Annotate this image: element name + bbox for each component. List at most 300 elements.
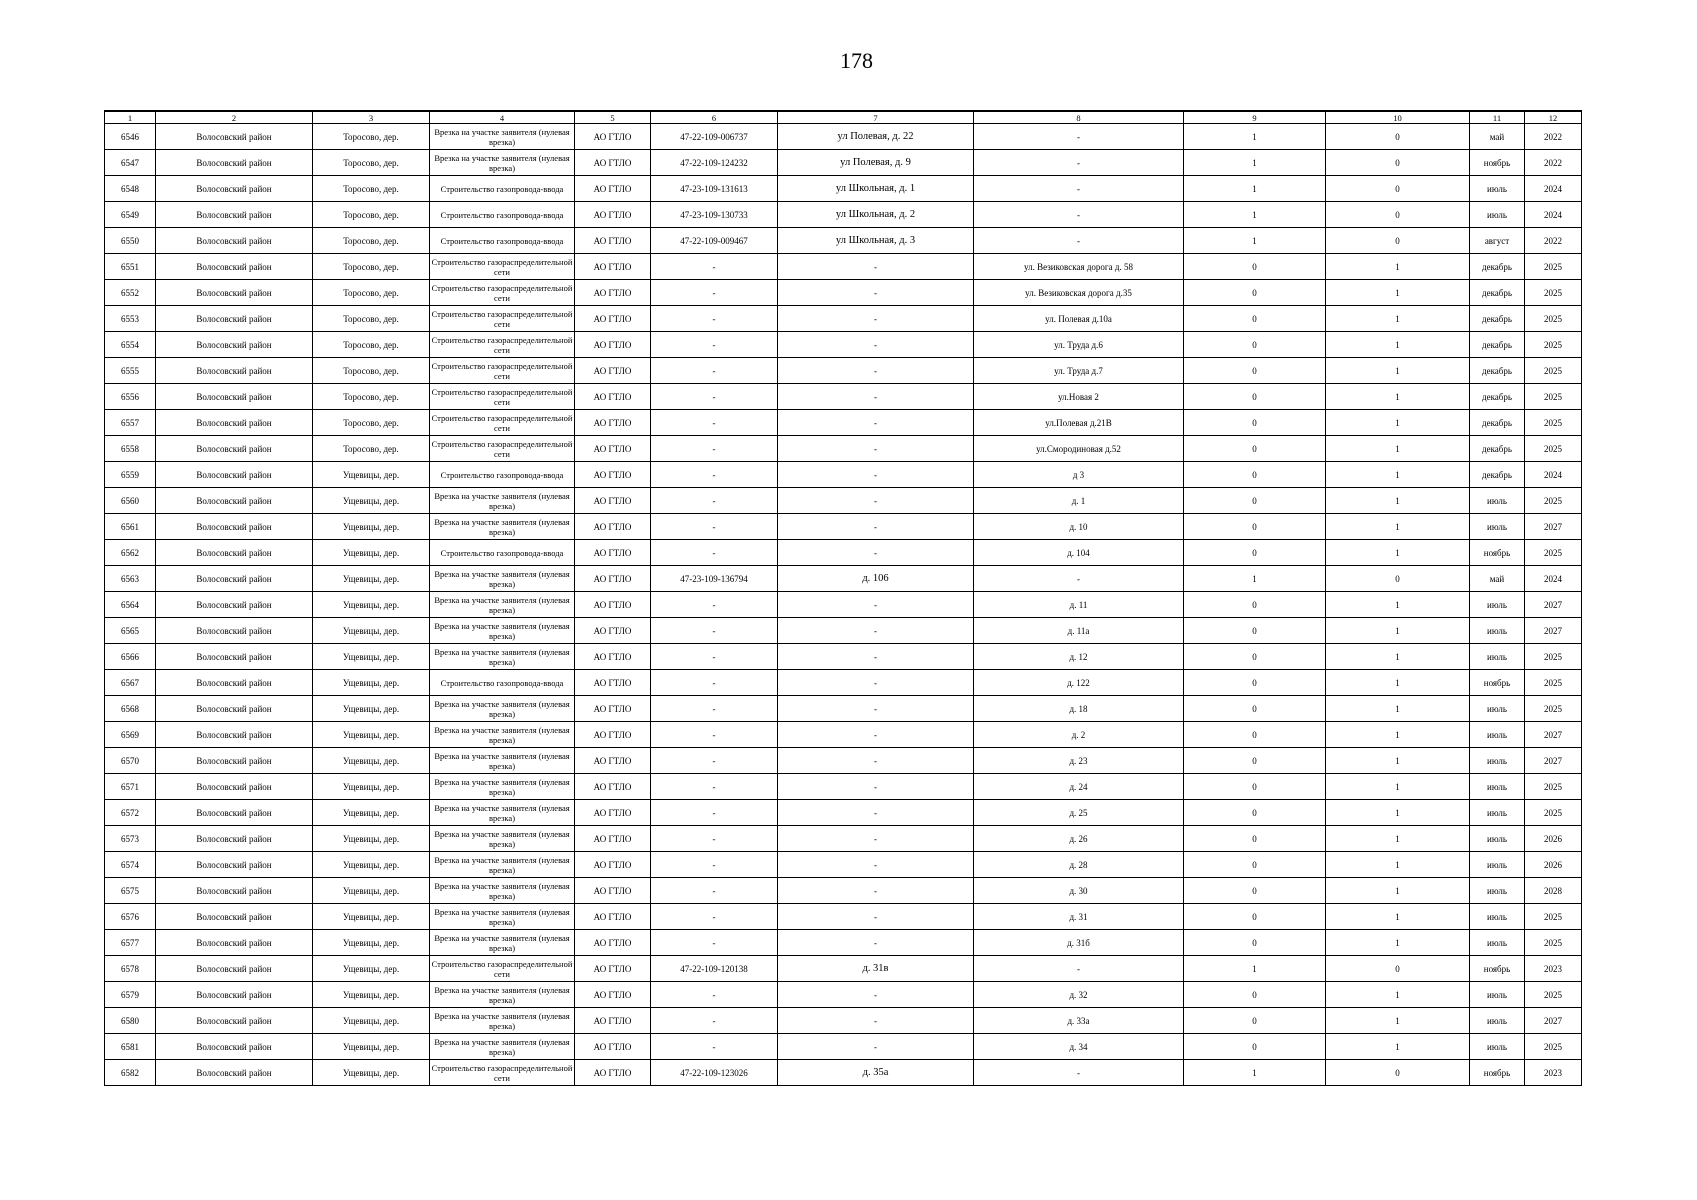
cell-year: 2026 bbox=[1525, 826, 1582, 852]
cell-count-a: 0 bbox=[1184, 618, 1326, 644]
cell-operator: АО ГТЛО bbox=[575, 150, 651, 176]
cell-count-b: 0 bbox=[1326, 150, 1470, 176]
cell-year: 2025 bbox=[1525, 410, 1582, 436]
cell-cadastral-number: - bbox=[651, 930, 778, 956]
column-header-9: 9 bbox=[1184, 111, 1326, 124]
table-row bbox=[105, 514, 1582, 540]
cell-month: декабрь bbox=[1470, 280, 1525, 306]
cell-count-b: 1 bbox=[1326, 358, 1470, 384]
cell-settlement: Ущевицы, дер. bbox=[313, 566, 430, 592]
cell-address: - bbox=[778, 280, 974, 306]
cell-cadastral-number: 47-22-109-120138 bbox=[651, 956, 778, 982]
cell-year: 2025 bbox=[1525, 384, 1582, 410]
cell-month: ноябрь bbox=[1470, 1060, 1525, 1086]
cell-settlement: Ущевицы, дер. bbox=[313, 748, 430, 774]
cell-settlement: Торосово, дер. bbox=[313, 384, 430, 410]
cell-work-type: Врезка на участке заявителя (нулевая врезка) bbox=[430, 722, 575, 748]
cell-work-type: Строительство газораспределительной сети bbox=[430, 358, 575, 384]
cell-network-address: д. 33а bbox=[974, 1008, 1184, 1034]
cell-row-number: 6576 bbox=[105, 904, 156, 930]
cell-month: декабрь bbox=[1470, 384, 1525, 410]
cell-count-b: 1 bbox=[1326, 254, 1470, 280]
cell-year: 2024 bbox=[1525, 566, 1582, 592]
cell-operator: АО ГТЛО bbox=[575, 488, 651, 514]
cell-operator: АО ГТЛО bbox=[575, 514, 651, 540]
cell-operator: АО ГТЛО bbox=[575, 1060, 651, 1086]
cell-settlement: Торосово, дер. bbox=[313, 358, 430, 384]
cell-settlement: Ущевицы, дер. bbox=[313, 982, 430, 1008]
column-header-7: 7 bbox=[778, 111, 974, 124]
cell-network-address: д. 31б bbox=[974, 930, 1184, 956]
cell-operator: АО ГТЛО bbox=[575, 774, 651, 800]
cell-network-address: д. 25 bbox=[974, 800, 1184, 826]
cell-settlement: Ущевицы, дер. bbox=[313, 904, 430, 930]
cell-work-type: Врезка на участке заявителя (нулевая врезка) bbox=[430, 644, 575, 670]
cell-district: Волосовский район bbox=[156, 644, 313, 670]
cell-cadastral-number: - bbox=[651, 384, 778, 410]
cell-network-address: д. 18 bbox=[974, 696, 1184, 722]
cell-settlement: Ущевицы, дер. bbox=[313, 644, 430, 670]
cell-settlement: Торосово, дер. bbox=[313, 254, 430, 280]
cell-network-address: д. 31 bbox=[974, 904, 1184, 930]
cell-year: 2023 bbox=[1525, 956, 1582, 982]
cell-count-b: 1 bbox=[1326, 852, 1470, 878]
cell-count-b: 1 bbox=[1326, 774, 1470, 800]
cell-count-a: 0 bbox=[1184, 670, 1326, 696]
cell-work-type: Врезка на участке заявителя (нулевая врезка) bbox=[430, 514, 575, 540]
cell-district: Волосовский район bbox=[156, 150, 313, 176]
cell-district: Волосовский район bbox=[156, 774, 313, 800]
cell-operator: АО ГТЛО bbox=[575, 410, 651, 436]
cell-network-address: - bbox=[974, 124, 1184, 150]
table-row bbox=[105, 488, 1582, 514]
cell-address: ул Школьная, д. 2 bbox=[778, 202, 974, 228]
cell-operator: АО ГТЛО bbox=[575, 1034, 651, 1060]
cell-work-type: Врезка на участке заявителя (нулевая врезка) bbox=[430, 774, 575, 800]
cell-row-number: 6557 bbox=[105, 410, 156, 436]
cell-network-address: - bbox=[974, 1060, 1184, 1086]
cell-row-number: 6547 bbox=[105, 150, 156, 176]
cell-count-b: 0 bbox=[1326, 566, 1470, 592]
cell-address: - bbox=[778, 1008, 974, 1034]
table-row bbox=[105, 202, 1582, 228]
cell-count-a: 0 bbox=[1184, 540, 1326, 566]
cell-work-type: Врезка на участке заявителя (нулевая врезка) bbox=[430, 800, 575, 826]
cell-cadastral-number: - bbox=[651, 514, 778, 540]
cell-network-address: ул. Везиковская дорога д.35 bbox=[974, 280, 1184, 306]
cell-row-number: 6571 bbox=[105, 774, 156, 800]
cell-count-a: 0 bbox=[1184, 748, 1326, 774]
table-row bbox=[105, 904, 1582, 930]
cell-cadastral-number: - bbox=[651, 592, 778, 618]
cell-count-b: 1 bbox=[1326, 488, 1470, 514]
cell-address: - bbox=[778, 696, 974, 722]
cell-address: - bbox=[778, 670, 974, 696]
cell-settlement: Торосово, дер. bbox=[313, 124, 430, 150]
cell-cadastral-number: 47-23-109-131613 bbox=[651, 176, 778, 202]
cell-cadastral-number: - bbox=[651, 670, 778, 696]
cell-month: июль bbox=[1470, 878, 1525, 904]
cell-count-a: 1 bbox=[1184, 202, 1326, 228]
cell-district: Волосовский район bbox=[156, 384, 313, 410]
cell-count-a: 0 bbox=[1184, 280, 1326, 306]
cell-month: декабрь bbox=[1470, 358, 1525, 384]
table-row bbox=[105, 306, 1582, 332]
table-row bbox=[105, 618, 1582, 644]
cell-cadastral-number: - bbox=[651, 358, 778, 384]
cell-row-number: 6561 bbox=[105, 514, 156, 540]
cell-row-number: 6579 bbox=[105, 982, 156, 1008]
table-row bbox=[105, 1008, 1582, 1034]
cell-count-b: 1 bbox=[1326, 670, 1470, 696]
cell-count-a: 1 bbox=[1184, 176, 1326, 202]
cell-district: Волосовский район bbox=[156, 410, 313, 436]
cell-district: Волосовский район bbox=[156, 1008, 313, 1034]
cell-count-a: 0 bbox=[1184, 696, 1326, 722]
cell-cadastral-number: - bbox=[651, 748, 778, 774]
cell-cadastral-number: - bbox=[651, 306, 778, 332]
cell-count-b: 1 bbox=[1326, 436, 1470, 462]
cell-year: 2027 bbox=[1525, 1008, 1582, 1034]
cell-network-address: д. 1 bbox=[974, 488, 1184, 514]
cell-row-number: 6562 bbox=[105, 540, 156, 566]
cell-row-number: 6565 bbox=[105, 618, 156, 644]
cell-work-type: Врезка на участке заявителя (нулевая врезка) bbox=[430, 150, 575, 176]
cell-month: июль bbox=[1470, 748, 1525, 774]
cell-work-type: Строительство газораспределительной сети bbox=[430, 436, 575, 462]
cell-address: - bbox=[778, 384, 974, 410]
cell-network-address: - bbox=[974, 150, 1184, 176]
cell-address: - bbox=[778, 254, 974, 280]
cell-year: 2025 bbox=[1525, 306, 1582, 332]
cell-year: 2022 bbox=[1525, 228, 1582, 254]
cell-work-type: Строительство газопровода-ввода bbox=[430, 462, 575, 488]
cell-settlement: Ущевицы, дер. bbox=[313, 722, 430, 748]
cell-settlement: Торосово, дер. bbox=[313, 280, 430, 306]
cell-network-address: д. 11а bbox=[974, 618, 1184, 644]
cell-year: 2025 bbox=[1525, 930, 1582, 956]
cell-work-type: Врезка на участке заявителя (нулевая врезка) bbox=[430, 696, 575, 722]
cell-count-b: 0 bbox=[1326, 176, 1470, 202]
cell-work-type: Строительство газораспределительной сети bbox=[430, 306, 575, 332]
cell-year: 2026 bbox=[1525, 852, 1582, 878]
cell-operator: АО ГТЛО bbox=[575, 904, 651, 930]
cell-district: Волосовский район bbox=[156, 1060, 313, 1086]
cell-count-a: 0 bbox=[1184, 722, 1326, 748]
cell-work-type: Строительство газораспределительной сети bbox=[430, 384, 575, 410]
cell-count-b: 1 bbox=[1326, 696, 1470, 722]
cell-year: 2025 bbox=[1525, 254, 1582, 280]
cell-year: 2025 bbox=[1525, 644, 1582, 670]
cell-district: Волосовский район bbox=[156, 514, 313, 540]
cell-work-type: Врезка на участке заявителя (нулевая врезка) bbox=[430, 852, 575, 878]
table-row bbox=[105, 644, 1582, 670]
cell-month: июль bbox=[1470, 930, 1525, 956]
table-row bbox=[105, 462, 1582, 488]
cell-cadastral-number: - bbox=[651, 1008, 778, 1034]
cell-count-b: 1 bbox=[1326, 826, 1470, 852]
cell-operator: АО ГТЛО bbox=[575, 930, 651, 956]
cell-operator: АО ГТЛО bbox=[575, 540, 651, 566]
cell-work-type: Врезка на участке заявителя (нулевая врезка) bbox=[430, 826, 575, 852]
cell-year: 2023 bbox=[1525, 1060, 1582, 1086]
cell-year: 2028 bbox=[1525, 878, 1582, 904]
cell-count-a: 0 bbox=[1184, 254, 1326, 280]
cell-network-address: д. 11 bbox=[974, 592, 1184, 618]
cell-network-address: - bbox=[974, 176, 1184, 202]
cell-network-address: д. 30 bbox=[974, 878, 1184, 904]
cell-year: 2025 bbox=[1525, 540, 1582, 566]
cell-district: Волосовский район bbox=[156, 592, 313, 618]
cell-count-b: 1 bbox=[1326, 384, 1470, 410]
cell-month: июль bbox=[1470, 982, 1525, 1008]
table-row bbox=[105, 280, 1582, 306]
cell-operator: АО ГТЛО bbox=[575, 956, 651, 982]
cell-settlement: Ущевицы, дер. bbox=[313, 1008, 430, 1034]
cell-network-address: д 3 bbox=[974, 462, 1184, 488]
cell-settlement: Торосово, дер. bbox=[313, 228, 430, 254]
cell-address: - bbox=[778, 722, 974, 748]
cell-cadastral-number: - bbox=[651, 1034, 778, 1060]
column-header-4: 4 bbox=[430, 111, 575, 124]
cell-year: 2022 bbox=[1525, 150, 1582, 176]
cell-work-type: Врезка на участке заявителя (нулевая врезка) bbox=[430, 904, 575, 930]
column-header-11: 11 bbox=[1470, 111, 1525, 124]
cell-row-number: 6552 bbox=[105, 280, 156, 306]
cell-count-b: 0 bbox=[1326, 202, 1470, 228]
cell-count-a: 0 bbox=[1184, 774, 1326, 800]
cell-settlement: Ущевицы, дер. bbox=[313, 618, 430, 644]
cell-row-number: 6554 bbox=[105, 332, 156, 358]
cell-operator: АО ГТЛО bbox=[575, 358, 651, 384]
cell-settlement: Ущевицы, дер. bbox=[313, 878, 430, 904]
cell-operator: АО ГТЛО bbox=[575, 1008, 651, 1034]
cell-cadastral-number: - bbox=[651, 644, 778, 670]
cell-operator: АО ГТЛО bbox=[575, 982, 651, 1008]
cell-row-number: 6573 bbox=[105, 826, 156, 852]
cell-month: июль bbox=[1470, 696, 1525, 722]
cell-district: Волосовский район bbox=[156, 878, 313, 904]
cell-month: июль bbox=[1470, 176, 1525, 202]
cell-year: 2027 bbox=[1525, 514, 1582, 540]
cell-cadastral-number: - bbox=[651, 410, 778, 436]
cell-address: ул Школьная, д. 3 bbox=[778, 228, 974, 254]
cell-address: - bbox=[778, 748, 974, 774]
cell-work-type: Врезка на участке заявителя (нулевая врезка) bbox=[430, 878, 575, 904]
cell-month: июль bbox=[1470, 592, 1525, 618]
cell-cadastral-number: 47-23-109-136794 bbox=[651, 566, 778, 592]
cell-work-type: Строительство газораспределительной сети bbox=[430, 280, 575, 306]
cell-month: ноябрь bbox=[1470, 540, 1525, 566]
cell-address: - bbox=[778, 358, 974, 384]
cell-cadastral-number: - bbox=[651, 696, 778, 722]
cell-cadastral-number: 47-22-109-124232 bbox=[651, 150, 778, 176]
cell-settlement: Ущевицы, дер. bbox=[313, 696, 430, 722]
table-row bbox=[105, 930, 1582, 956]
cell-month: август bbox=[1470, 228, 1525, 254]
cell-district: Волосовский район bbox=[156, 670, 313, 696]
column-header-1: 1 bbox=[105, 111, 156, 124]
cell-cadastral-number: - bbox=[651, 540, 778, 566]
cell-district: Волосовский район bbox=[156, 124, 313, 150]
cell-address: - bbox=[778, 618, 974, 644]
table-row bbox=[105, 176, 1582, 202]
cell-cadastral-number: - bbox=[651, 332, 778, 358]
cell-district: Волосовский район bbox=[156, 202, 313, 228]
cell-operator: АО ГТЛО bbox=[575, 644, 651, 670]
cell-year: 2025 bbox=[1525, 488, 1582, 514]
cell-settlement: Торосово, дер. bbox=[313, 150, 430, 176]
cell-network-address: д. 32 bbox=[974, 982, 1184, 1008]
cell-work-type: Врезка на участке заявителя (нулевая врезка) bbox=[430, 124, 575, 150]
cell-count-b: 1 bbox=[1326, 930, 1470, 956]
cell-network-address: ул.Полевая д.21В bbox=[974, 410, 1184, 436]
cell-settlement: Ущевицы, дер. bbox=[313, 592, 430, 618]
cell-month: май bbox=[1470, 124, 1525, 150]
cell-district: Волосовский район bbox=[156, 956, 313, 982]
cell-row-number: 6551 bbox=[105, 254, 156, 280]
cell-network-address: д. 23 bbox=[974, 748, 1184, 774]
cell-cadastral-number: - bbox=[651, 722, 778, 748]
cell-year: 2027 bbox=[1525, 722, 1582, 748]
cell-count-a: 0 bbox=[1184, 930, 1326, 956]
cell-address: - bbox=[778, 644, 974, 670]
cell-count-a: 0 bbox=[1184, 852, 1326, 878]
column-header-10: 10 bbox=[1326, 111, 1470, 124]
cell-settlement: Ущевицы, дер. bbox=[313, 800, 430, 826]
cell-count-a: 0 bbox=[1184, 982, 1326, 1008]
cell-address: ул Полевая, д. 22 bbox=[778, 124, 974, 150]
cell-address: - bbox=[778, 878, 974, 904]
cell-row-number: 6582 bbox=[105, 1060, 156, 1086]
table-row bbox=[105, 384, 1582, 410]
cell-work-type: Врезка на участке заявителя (нулевая врезка) bbox=[430, 1008, 575, 1034]
cell-count-a: 0 bbox=[1184, 826, 1326, 852]
cell-count-a: 0 bbox=[1184, 462, 1326, 488]
cell-cadastral-number: - bbox=[651, 774, 778, 800]
cell-cadastral-number: - bbox=[651, 878, 778, 904]
cell-operator: АО ГТЛО bbox=[575, 826, 651, 852]
column-header-row bbox=[105, 111, 1582, 124]
cell-address: д. 106 bbox=[778, 566, 974, 592]
cell-operator: АО ГТЛО bbox=[575, 436, 651, 462]
cell-address: - bbox=[778, 592, 974, 618]
cell-year: 2027 bbox=[1525, 748, 1582, 774]
cell-month: декабрь bbox=[1470, 332, 1525, 358]
cell-operator: АО ГТЛО bbox=[575, 592, 651, 618]
cell-network-address: д. 10 bbox=[974, 514, 1184, 540]
cell-count-a: 0 bbox=[1184, 878, 1326, 904]
cell-settlement: Торосово, дер. bbox=[313, 202, 430, 228]
cell-settlement: Ущевицы, дер. bbox=[313, 852, 430, 878]
gas-connection-table bbox=[104, 110, 1582, 1086]
cell-operator: АО ГТЛО bbox=[575, 254, 651, 280]
cell-count-b: 1 bbox=[1326, 644, 1470, 670]
cell-operator: АО ГТЛО bbox=[575, 332, 651, 358]
cell-work-type: Врезка на участке заявителя (нулевая врезка) bbox=[430, 930, 575, 956]
table-row bbox=[105, 566, 1582, 592]
cell-cadastral-number: - bbox=[651, 826, 778, 852]
cell-operator: АО ГТЛО bbox=[575, 800, 651, 826]
cell-district: Волосовский район bbox=[156, 852, 313, 878]
cell-year: 2025 bbox=[1525, 1034, 1582, 1060]
cell-row-number: 6564 bbox=[105, 592, 156, 618]
cell-work-type: Строительство газопровода-ввода bbox=[430, 228, 575, 254]
cell-address: - bbox=[778, 852, 974, 878]
cell-settlement: Ущевицы, дер. bbox=[313, 826, 430, 852]
cell-month: ноябрь bbox=[1470, 956, 1525, 982]
cell-network-address: ул. Полевая д.10а bbox=[974, 306, 1184, 332]
cell-year: 2027 bbox=[1525, 618, 1582, 644]
table-row bbox=[105, 878, 1582, 904]
cell-cadastral-number: - bbox=[651, 904, 778, 930]
cell-count-a: 0 bbox=[1184, 1008, 1326, 1034]
cell-address: ул Полевая, д. 9 bbox=[778, 150, 974, 176]
cell-operator: АО ГТЛО bbox=[575, 852, 651, 878]
cell-month: июль bbox=[1470, 644, 1525, 670]
cell-district: Волосовский район bbox=[156, 462, 313, 488]
cell-cadastral-number: 47-22-109-006737 bbox=[651, 124, 778, 150]
cell-district: Волосовский район bbox=[156, 254, 313, 280]
cell-month: июль bbox=[1470, 202, 1525, 228]
cell-cadastral-number: 47-22-109-123026 bbox=[651, 1060, 778, 1086]
cell-month: декабрь bbox=[1470, 462, 1525, 488]
cell-count-a: 0 bbox=[1184, 800, 1326, 826]
cell-address: - bbox=[778, 904, 974, 930]
cell-network-address: ул.Смородиновая д.52 bbox=[974, 436, 1184, 462]
cell-count-b: 0 bbox=[1326, 956, 1470, 982]
cell-month: декабрь bbox=[1470, 306, 1525, 332]
cell-row-number: 6581 bbox=[105, 1034, 156, 1060]
cell-count-b: 0 bbox=[1326, 1060, 1470, 1086]
cell-count-a: 1 bbox=[1184, 1060, 1326, 1086]
cell-month: декабрь bbox=[1470, 410, 1525, 436]
cell-count-b: 0 bbox=[1326, 228, 1470, 254]
cell-work-type: Врезка на участке заявителя (нулевая врезка) bbox=[430, 982, 575, 1008]
cell-row-number: 6559 bbox=[105, 462, 156, 488]
cell-count-a: 1 bbox=[1184, 956, 1326, 982]
cell-settlement: Торосово, дер. bbox=[313, 176, 430, 202]
cell-row-number: 6575 bbox=[105, 878, 156, 904]
cell-work-type: Строительство газопровода-ввода bbox=[430, 176, 575, 202]
table-row bbox=[105, 228, 1582, 254]
cell-month: июль bbox=[1470, 774, 1525, 800]
cell-work-type: Строительство газопровода-ввода bbox=[430, 202, 575, 228]
cell-work-type: Врезка на участке заявителя (нулевая врезка) bbox=[430, 592, 575, 618]
cell-settlement: Ущевицы, дер. bbox=[313, 1034, 430, 1060]
cell-work-type: Врезка на участке заявителя (нулевая врезка) bbox=[430, 566, 575, 592]
cell-district: Волосовский район bbox=[156, 618, 313, 644]
cell-year: 2024 bbox=[1525, 462, 1582, 488]
cell-network-address: ул.Новая 2 bbox=[974, 384, 1184, 410]
cell-month: июль bbox=[1470, 514, 1525, 540]
cell-year: 2025 bbox=[1525, 696, 1582, 722]
cell-operator: АО ГТЛО bbox=[575, 722, 651, 748]
cell-month: июль bbox=[1470, 618, 1525, 644]
cell-settlement: Ущевицы, дер. bbox=[313, 670, 430, 696]
cell-address: - bbox=[778, 800, 974, 826]
cell-district: Волосовский район bbox=[156, 1034, 313, 1060]
cell-district: Волосовский район bbox=[156, 228, 313, 254]
cell-count-b: 1 bbox=[1326, 748, 1470, 774]
cell-operator: АО ГТЛО bbox=[575, 748, 651, 774]
cell-address: д. 31в bbox=[778, 956, 974, 982]
cell-cadastral-number: - bbox=[651, 800, 778, 826]
cell-month: июль bbox=[1470, 722, 1525, 748]
cell-row-number: 6548 bbox=[105, 176, 156, 202]
cell-operator: АО ГТЛО bbox=[575, 228, 651, 254]
cell-district: Волосовский район bbox=[156, 488, 313, 514]
